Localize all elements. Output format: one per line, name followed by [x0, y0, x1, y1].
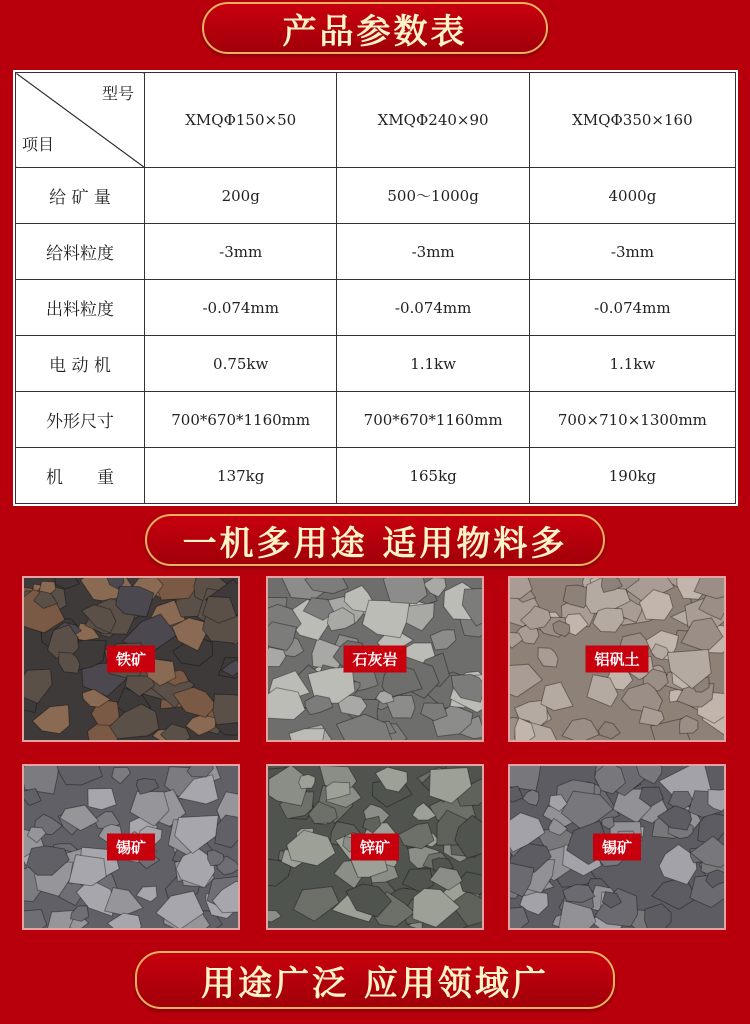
table-cell: -0.074mm: [529, 280, 735, 336]
material-tile: [266, 576, 484, 742]
table-row: [16, 336, 736, 392]
table-row: [16, 168, 736, 224]
banner-product-params: 产品参数表: [202, 2, 548, 54]
table-cell: 700×710×1300mm: [529, 392, 735, 448]
row-label: 给 矿 量: [16, 168, 145, 224]
material-label: 锌矿: [351, 834, 399, 861]
table-row: [16, 392, 736, 448]
material-tile: [508, 764, 726, 930]
material-tile: [22, 764, 240, 930]
material-tile: [22, 576, 240, 742]
row-label: 电 动 机: [16, 336, 145, 392]
row-label: 机 重: [16, 448, 145, 504]
row-label: 出料粒度: [16, 280, 145, 336]
model-header: XMQΦ240×90: [337, 73, 529, 168]
table-cell: 190kg: [529, 448, 735, 504]
model-header: XMQΦ150×50: [145, 73, 337, 168]
table-cell: -0.074mm: [337, 280, 529, 336]
material-label: 锡矿: [107, 834, 155, 861]
material-tile: [266, 764, 484, 930]
table-cell: 137kg: [145, 448, 337, 504]
table-cell: 700*670*1160mm: [337, 392, 529, 448]
table-cell: 1.1kw: [337, 336, 529, 392]
material-label: 锡矿: [593, 834, 641, 861]
material-label: 石灰岩: [343, 646, 406, 673]
corner-item-label: 项目: [22, 135, 55, 154]
table-row: [16, 224, 736, 280]
table-cell: 500～1000g: [337, 168, 529, 224]
table-header-row: [16, 73, 736, 168]
corner-cell: [16, 73, 145, 168]
row-label: 外形尺寸: [16, 392, 145, 448]
banner-wide-application: 用途广泛 应用领域广: [135, 951, 615, 1009]
corner-model-label: 型号: [101, 84, 134, 103]
banner-multi-use: 一机多用途 适用物料多: [145, 514, 605, 566]
row-label: 给料粒度: [16, 224, 145, 280]
table-row: [16, 448, 736, 504]
table-cell: 200g: [145, 168, 337, 224]
material-label: 铝矾土: [585, 646, 648, 673]
model-header: XMQΦ350×160: [529, 73, 735, 168]
spec-table: [13, 70, 738, 506]
table-cell: -3mm: [529, 224, 735, 280]
table-cell: 700*670*1160mm: [145, 392, 337, 448]
table-cell: 0.75kw: [145, 336, 337, 392]
table-row: [16, 280, 736, 336]
material-tile: [508, 576, 726, 742]
table-cell: 165kg: [337, 448, 529, 504]
material-label: 铁矿: [107, 646, 155, 673]
table-cell: -0.074mm: [145, 280, 337, 336]
table-cell: -3mm: [145, 224, 337, 280]
table-cell: 1.1kw: [529, 336, 735, 392]
table-cell: -3mm: [337, 224, 529, 280]
table-cell: 4000g: [529, 168, 735, 224]
